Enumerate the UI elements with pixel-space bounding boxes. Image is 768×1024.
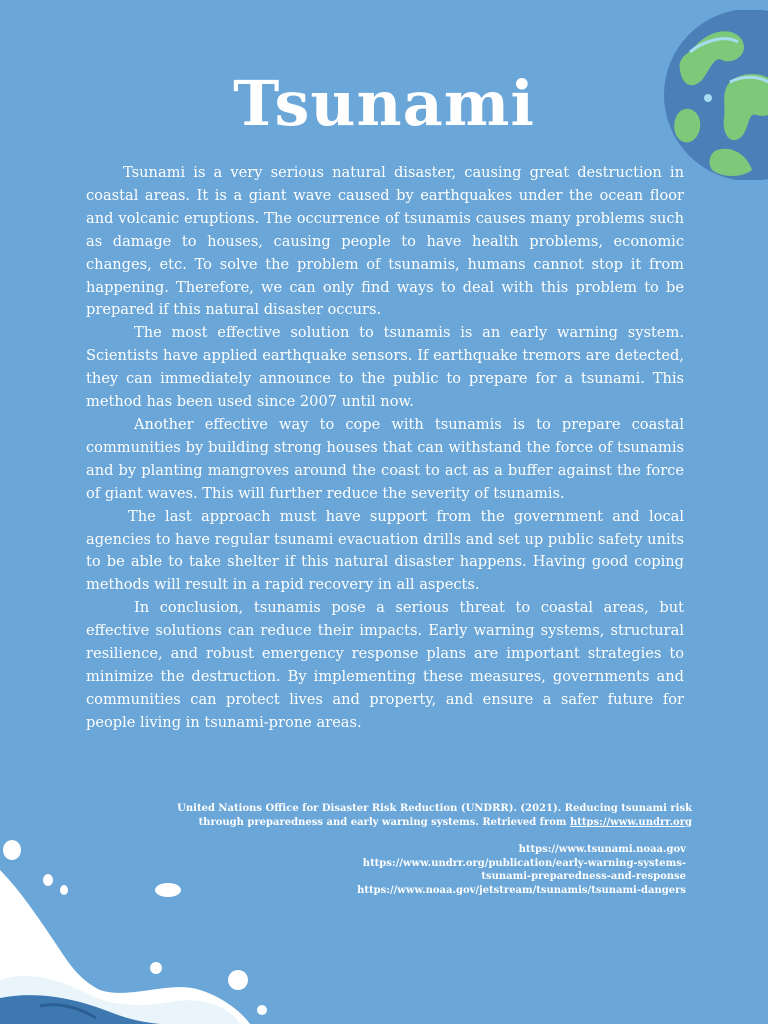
paragraph: Tsunami is a very serious natural disaster, causing great destruction in coastal areas. It is a giant wave caused by earthquakes under the ocean floor and volcanic eruptions. The occurrence of tsunamis causes many problems such as damage to houses, causing people to have health problems, economic changes, etc. To solve the problem of tsunamis, humans cannot stop it from happening. Therefore, we can only find ways to deal with this problem to be prepared if this natural disaster occurs. (86, 164, 684, 319)
references (120, 802, 692, 897)
paragraph: Another effective way to cope with tsunamis is to prepare coastal communities by building strong houses that can withstand the force of tsunamis and by planting mangroves around the coast to act as a buffer against the force of giant waves. This will further reduce the severity of tsunamis. (86, 415, 684, 502)
page-title: Tsunami (233, 67, 535, 140)
paragraph: In conclusion, tsunamis pose a serious threat to coastal areas, but effective solutions can reduce their impacts. Early warning systems, structural resilience, and robust emergency response plans are important strategies to minimize the destruction. By implementing these measures, governments and communities can protect lives and property, and ensure a safer future for people living in tsunami-prone areas. (86, 599, 684, 731)
paragraph: The last approach must have support from the government and local agencies to have regular tsunami evacuation drills and set up public safety units to be able to take shelter if this natural disaster happens. Having good coping methods will result in a rapid recovery in all aspects. (86, 507, 684, 594)
citation-line: United Nations Office for Disaster Risk Reduction (UNDRR). (2021). Reducing tsunami risk (177, 803, 692, 814)
reference-link[interactable]: https://www.tsunami.noaa.gov (518, 844, 686, 855)
citation (120, 802, 692, 829)
article-body (86, 162, 684, 735)
reference-link[interactable]: https://www.undrr.org/publication/early-warning-systems- (362, 857, 686, 869)
citation-text: through preparedness and early warning systems. Retrieved from (198, 816, 570, 828)
citation-line (120, 816, 692, 830)
reference-links (120, 843, 692, 897)
citation-link[interactable]: https://www.undrr.org (570, 816, 692, 828)
paragraph: The most effective solution to tsunamis is an early warning system. Scientists have applied earthquake sensors. If earthquake tremors are detected, they can immediately announce to the public to prepare for a tsunami. This method has been used since 2007 until now. (86, 324, 684, 411)
reference-link[interactable]: tsunami-preparedness-and-response (481, 871, 686, 882)
reference-link[interactable]: https://www.noaa.gov/jetstream/tsunamis/tsunami-dangers (357, 884, 686, 896)
